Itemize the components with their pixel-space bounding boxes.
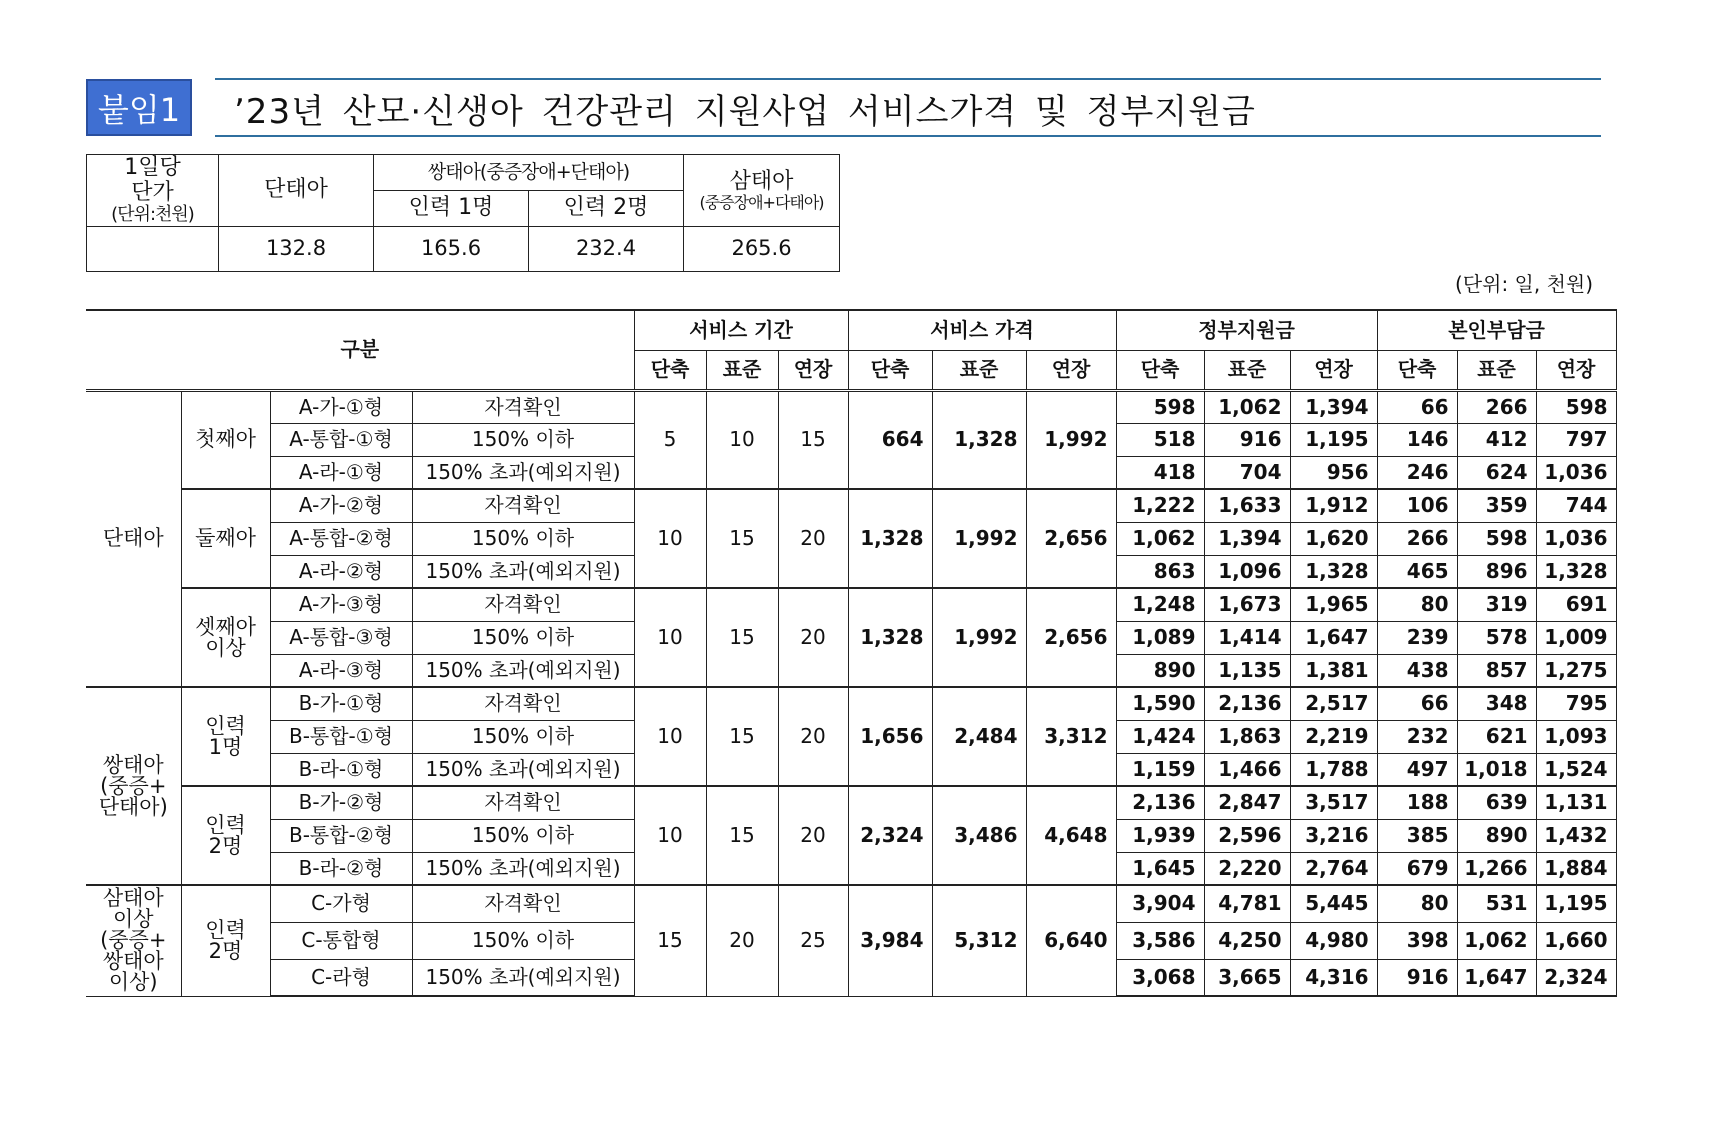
- self-pay-value: 465: [1377, 555, 1457, 588]
- gov-support-value: 1,062: [1116, 522, 1204, 555]
- table-row: [86, 390, 1616, 423]
- table-row: [86, 687, 1616, 720]
- gov-support-value: 598: [1116, 390, 1204, 423]
- income-criteria: 150% 이하: [412, 819, 634, 852]
- self-pay-value: 598: [1457, 522, 1536, 555]
- self-pay-value: 1,036: [1536, 522, 1616, 555]
- unit-price-value: 232.4: [529, 227, 684, 272]
- gov-support-value: 1,620: [1290, 522, 1377, 555]
- self-pay-value: 797: [1536, 423, 1616, 456]
- gov-support-value: 863: [1116, 555, 1204, 588]
- service-price-value: 1,328: [848, 489, 932, 588]
- birth-type-cell: [86, 687, 181, 885]
- type-code: A-가-①형: [270, 390, 412, 423]
- gov-support-value: 2,847: [1204, 786, 1290, 819]
- gov-support-value: 2,517: [1290, 687, 1377, 720]
- appendix-tag: 붙임1: [86, 79, 192, 136]
- row-label-line: 단가: [131, 179, 174, 205]
- type-code: B-가-①형: [270, 687, 412, 720]
- gov-support-value: 704: [1204, 456, 1290, 489]
- unit-price-table: [86, 154, 840, 272]
- self-pay-value: 624: [1457, 456, 1536, 489]
- order-line: 2명: [208, 938, 243, 963]
- self-pay-value: 246: [1377, 456, 1457, 489]
- service-price-header: 서비스 가격: [848, 310, 1116, 350]
- twins-header-label: 쌍태아(중증장애+단태아): [427, 161, 630, 184]
- order-line: 1명: [208, 734, 243, 759]
- unit-price-value: 265.6: [684, 227, 840, 272]
- service-period-value: 15: [778, 390, 848, 489]
- service-period-value: 20: [778, 786, 848, 885]
- type-code: C-가형: [270, 885, 412, 922]
- gov-support-value: 2,764: [1290, 852, 1377, 885]
- category-header: 구분: [86, 310, 634, 390]
- self-pay-value: 1,266: [1457, 852, 1536, 885]
- gov-support-value: 1,424: [1116, 720, 1204, 753]
- order-cell: [181, 390, 270, 489]
- unit-price-blank: [87, 227, 219, 272]
- gov-support-value: 2,136: [1116, 786, 1204, 819]
- self-pay-value: 412: [1457, 423, 1536, 456]
- self-pay-value: 578: [1457, 621, 1536, 654]
- triplets-label: 삼태아: [729, 168, 794, 194]
- gov-support-value: 1,062: [1204, 390, 1290, 423]
- self-pay-value: 1,018: [1457, 753, 1536, 786]
- self-pay-value: 1,275: [1536, 654, 1616, 687]
- self-pay-value: 398: [1377, 922, 1457, 959]
- service-period-value: 20: [778, 588, 848, 687]
- order-line: 이상: [205, 635, 246, 660]
- self-pay-value: 896: [1457, 555, 1536, 588]
- unit-price-value: 132.8: [219, 227, 374, 272]
- self-pay-value: 266: [1457, 390, 1536, 423]
- self-pay-value: 679: [1377, 852, 1457, 885]
- gov-support-value: 890: [1116, 654, 1204, 687]
- service-price-value: 6,640: [1026, 885, 1116, 996]
- income-criteria: 150% 이하: [412, 423, 634, 456]
- self-pay-value: 188: [1377, 786, 1457, 819]
- birth-type-line: 이상): [108, 970, 158, 995]
- income-criteria: 자격확인: [412, 489, 634, 522]
- self-pay-value: 385: [1377, 819, 1457, 852]
- order-line: 2명: [208, 833, 243, 858]
- row-label-line: 1일당: [124, 155, 181, 181]
- service-price-value: 1,656: [848, 687, 932, 786]
- gov-support-value: 1,788: [1290, 753, 1377, 786]
- self-pay-value: 1,884: [1536, 852, 1616, 885]
- gov-support-value: 1,673: [1204, 588, 1290, 621]
- birth-type-line: 단태아: [102, 526, 164, 551]
- income-criteria: 자격확인: [412, 390, 634, 423]
- self-pay-value: 639: [1457, 786, 1536, 819]
- service-period-value: 20: [778, 687, 848, 786]
- income-criteria: 150% 이하: [412, 720, 634, 753]
- service-period-value: 10: [706, 390, 778, 489]
- gov-support-value: 1,089: [1116, 621, 1204, 654]
- unit-price-row-label: [87, 155, 219, 227]
- birth-type-line: 삼태아: [102, 886, 164, 911]
- table-row: [86, 885, 1616, 922]
- self-pay-value: 1,432: [1536, 819, 1616, 852]
- income-criteria: 자격확인: [412, 885, 634, 922]
- title-rule-bottom: [215, 135, 1601, 137]
- title-rule-top: [215, 78, 1601, 80]
- self-pay-header: 본인부담금: [1377, 310, 1616, 350]
- income-criteria: 150% 초과(예외지원): [412, 654, 634, 687]
- type-code: A-라-①형: [270, 456, 412, 489]
- type-code: B-가-②형: [270, 786, 412, 819]
- gov-support-value: 1,135: [1204, 654, 1290, 687]
- self-pay-value: 1,328: [1536, 555, 1616, 588]
- gov-support-value: 1,912: [1290, 489, 1377, 522]
- gov-support-value: 3,517: [1290, 786, 1377, 819]
- self-pay-value: 266: [1377, 522, 1457, 555]
- service-price-value: 2,324: [848, 786, 932, 885]
- type-code: C-라형: [270, 959, 412, 996]
- service-period-value: 10: [634, 489, 706, 588]
- income-criteria: 자격확인: [412, 786, 634, 819]
- income-criteria: 자격확인: [412, 588, 634, 621]
- service-period-header: 서비스 기간: [634, 310, 848, 350]
- income-criteria: 150% 초과(예외지원): [412, 753, 634, 786]
- service-period-value: 5: [634, 390, 706, 489]
- self-pay-value: 1,036: [1536, 456, 1616, 489]
- self-pay-value: 106: [1377, 489, 1457, 522]
- self-pay-value: 1,093: [1536, 720, 1616, 753]
- short-header: 단축: [634, 350, 706, 390]
- single-birth-header: 단태아: [219, 155, 374, 227]
- order-line: 셋째아: [195, 614, 256, 639]
- order-line: 첫째아: [195, 427, 256, 452]
- type-code: A-가-③형: [270, 588, 412, 621]
- order-line: 인력: [205, 812, 246, 837]
- gov-support-value: 4,316: [1290, 959, 1377, 996]
- self-pay-value: 1,131: [1536, 786, 1616, 819]
- page-title: ’23년 산모·신생아 건강관리 지원사업 서비스가격 및 정부지원금: [234, 92, 1256, 132]
- income-criteria: 150% 초과(예외지원): [412, 555, 634, 588]
- service-period-value: 20: [778, 489, 848, 588]
- service-period-value: 20: [706, 885, 778, 996]
- order-line: 인력: [205, 917, 246, 942]
- gov-support-value: 1,466: [1204, 753, 1290, 786]
- self-pay-value: 1,660: [1536, 922, 1616, 959]
- service-price-value: 2,656: [1026, 588, 1116, 687]
- gov-support-value: 1,394: [1290, 390, 1377, 423]
- gov-support-value: 1,195: [1290, 423, 1377, 456]
- income-criteria: 150% 이하: [412, 621, 634, 654]
- service-price-value: 1,328: [932, 390, 1026, 489]
- self-pay-value: 80: [1377, 588, 1457, 621]
- service-price-value: 1,992: [1026, 390, 1116, 489]
- service-price-value: 1,992: [932, 588, 1026, 687]
- type-code: A-통합-②형: [270, 522, 412, 555]
- self-pay-value: 1,062: [1457, 922, 1536, 959]
- self-pay-value: 66: [1377, 390, 1457, 423]
- twins-staff2-header: 인력 2명: [529, 191, 684, 227]
- income-criteria: 150% 초과(예외지원): [412, 852, 634, 885]
- service-period-value: 15: [706, 687, 778, 786]
- self-pay-value: 1,195: [1536, 885, 1616, 922]
- service-price-value: 2,484: [932, 687, 1026, 786]
- service-price-value: 1,328: [848, 588, 932, 687]
- gov-support-value: 1,222: [1116, 489, 1204, 522]
- gov-support-value: 518: [1116, 423, 1204, 456]
- gov-support-value: 1,590: [1116, 687, 1204, 720]
- gov-support-value: 4,980: [1290, 922, 1377, 959]
- income-criteria: 150% 이하: [412, 922, 634, 959]
- gov-support-value: 4,250: [1204, 922, 1290, 959]
- gov-support-value: 2,596: [1204, 819, 1290, 852]
- income-criteria: 150% 초과(예외지원): [412, 456, 634, 489]
- gov-support-value: 3,665: [1204, 959, 1290, 996]
- unit-price-value: 165.6: [374, 227, 529, 272]
- self-pay-value: 239: [1377, 621, 1457, 654]
- self-pay-value: 531: [1457, 885, 1536, 922]
- type-code: B-라-①형: [270, 753, 412, 786]
- gov-support-value: 1,096: [1204, 555, 1290, 588]
- gov-support-value: 1,647: [1290, 621, 1377, 654]
- table-row: [86, 588, 1616, 621]
- table-row: [86, 786, 1616, 819]
- order-cell: [181, 489, 270, 588]
- type-code: A-통합-①형: [270, 423, 412, 456]
- gov-support-value: 1,414: [1204, 621, 1290, 654]
- gov-support-value: 2,219: [1290, 720, 1377, 753]
- gov-support-value: 3,586: [1116, 922, 1204, 959]
- self-pay-value: 497: [1377, 753, 1457, 786]
- twins-header: [374, 155, 684, 191]
- birth-type-cell: [86, 885, 181, 996]
- self-pay-value: 2,324: [1536, 959, 1616, 996]
- self-pay-value: 744: [1536, 489, 1616, 522]
- gov-support-value: 3,068: [1116, 959, 1204, 996]
- service-period-value: 15: [706, 588, 778, 687]
- extended-header: 연장: [1026, 350, 1116, 390]
- gov-support-value: 956: [1290, 456, 1377, 489]
- birth-type-line: 쌍태아: [102, 752, 164, 777]
- type-code: B-통합-②형: [270, 819, 412, 852]
- gov-support-value: 5,445: [1290, 885, 1377, 922]
- order-line: 인력: [205, 713, 246, 738]
- self-pay-value: 1,524: [1536, 753, 1616, 786]
- self-pay-value: 1,009: [1536, 621, 1616, 654]
- self-pay-value: 691: [1536, 588, 1616, 621]
- gov-support-value: 1,381: [1290, 654, 1377, 687]
- birth-type-line: (중증+: [100, 928, 167, 953]
- standard-header: 표준: [706, 350, 778, 390]
- income-criteria: 150% 초과(예외지원): [412, 959, 634, 996]
- gov-support-value: 916: [1204, 423, 1290, 456]
- standard-header: 표준: [1204, 350, 1290, 390]
- self-pay-value: 66: [1377, 687, 1457, 720]
- table-row: [86, 489, 1616, 522]
- self-pay-value: 857: [1457, 654, 1536, 687]
- gov-support-value: 1,965: [1290, 588, 1377, 621]
- service-price-value: 4,648: [1026, 786, 1116, 885]
- service-period-value: 10: [634, 786, 706, 885]
- extended-header: 연장: [1536, 350, 1616, 390]
- short-header: 단축: [1116, 350, 1204, 390]
- gov-support-header: 정부지원금: [1116, 310, 1377, 350]
- gov-support-value: 4,781: [1204, 885, 1290, 922]
- gov-support-value: 2,220: [1204, 852, 1290, 885]
- service-price-value: 664: [848, 390, 932, 489]
- type-code: A-가-②형: [270, 489, 412, 522]
- type-code: B-라-②형: [270, 852, 412, 885]
- type-code: C-통합형: [270, 922, 412, 959]
- self-pay-value: 80: [1377, 885, 1457, 922]
- service-price-value: 3,984: [848, 885, 932, 996]
- gov-support-value: 1,863: [1204, 720, 1290, 753]
- type-code: B-통합-①형: [270, 720, 412, 753]
- order-cell: [181, 786, 270, 885]
- service-price-value: 5,312: [932, 885, 1026, 996]
- self-pay-value: 359: [1457, 489, 1536, 522]
- service-price-value: 3,486: [932, 786, 1026, 885]
- twins-staff1-header: 인력 1명: [374, 191, 529, 227]
- type-code: A-라-②형: [270, 555, 412, 588]
- type-code: A-통합-③형: [270, 621, 412, 654]
- gov-support-value: 1,394: [1204, 522, 1290, 555]
- extended-header: 연장: [778, 350, 848, 390]
- self-pay-value: 621: [1457, 720, 1536, 753]
- self-pay-value: 916: [1377, 959, 1457, 996]
- birth-type-line: (중증+: [100, 773, 167, 798]
- gov-support-value: 1,248: [1116, 588, 1204, 621]
- self-pay-value: 598: [1536, 390, 1616, 423]
- extended-header: 연장: [1290, 350, 1377, 390]
- type-code: A-라-③형: [270, 654, 412, 687]
- service-period-value: 25: [778, 885, 848, 996]
- self-pay-value: 319: [1457, 588, 1536, 621]
- self-pay-value: 1,647: [1457, 959, 1536, 996]
- birth-type-line: 이상: [112, 907, 154, 932]
- gov-support-value: 1,633: [1204, 489, 1290, 522]
- unit-note: (단위: 일, 천원): [1455, 272, 1594, 296]
- order-line: 둘째아: [195, 526, 256, 550]
- birth-type-cell: [86, 390, 181, 687]
- triplets-note: (중증장애+다태아): [699, 192, 824, 212]
- self-pay-value: 146: [1377, 423, 1457, 456]
- self-pay-value: 438: [1377, 654, 1457, 687]
- birth-type-line: 쌍태아: [102, 949, 164, 974]
- gov-support-value: 3,904: [1116, 885, 1204, 922]
- income-criteria: 자격확인: [412, 687, 634, 720]
- service-period-value: 10: [634, 687, 706, 786]
- gov-support-value: 1,328: [1290, 555, 1377, 588]
- order-cell: [181, 687, 270, 786]
- service-period-value: 15: [706, 786, 778, 885]
- service-price-table: [86, 309, 1617, 997]
- self-pay-value: 890: [1457, 819, 1536, 852]
- service-period-value: 15: [706, 489, 778, 588]
- self-pay-value: 232: [1377, 720, 1457, 753]
- gov-support-value: 1,645: [1116, 852, 1204, 885]
- gov-support-value: 418: [1116, 456, 1204, 489]
- service-price-value: 3,312: [1026, 687, 1116, 786]
- self-pay-value: 348: [1457, 687, 1536, 720]
- order-cell: [181, 885, 270, 996]
- short-header: 단축: [848, 350, 932, 390]
- self-pay-value: 795: [1536, 687, 1616, 720]
- standard-header: 표준: [932, 350, 1026, 390]
- income-criteria: 150% 이하: [412, 522, 634, 555]
- gov-support-value: 3,216: [1290, 819, 1377, 852]
- row-label-line: (단위:천원): [111, 203, 194, 225]
- service-price-table-body: [86, 390, 1616, 996]
- short-header: 단축: [1377, 350, 1457, 390]
- triplets-header: [684, 155, 840, 227]
- service-price-value: 2,656: [1026, 489, 1116, 588]
- standard-header: 표준: [1457, 350, 1536, 390]
- gov-support-value: 2,136: [1204, 687, 1290, 720]
- birth-type-line: 단태아): [98, 794, 168, 819]
- service-period-value: 15: [634, 885, 706, 996]
- order-cell: [181, 588, 270, 687]
- gov-support-value: 1,159: [1116, 753, 1204, 786]
- service-period-value: 10: [634, 588, 706, 687]
- service-price-value: 1,992: [932, 489, 1026, 588]
- gov-support-value: 1,939: [1116, 819, 1204, 852]
